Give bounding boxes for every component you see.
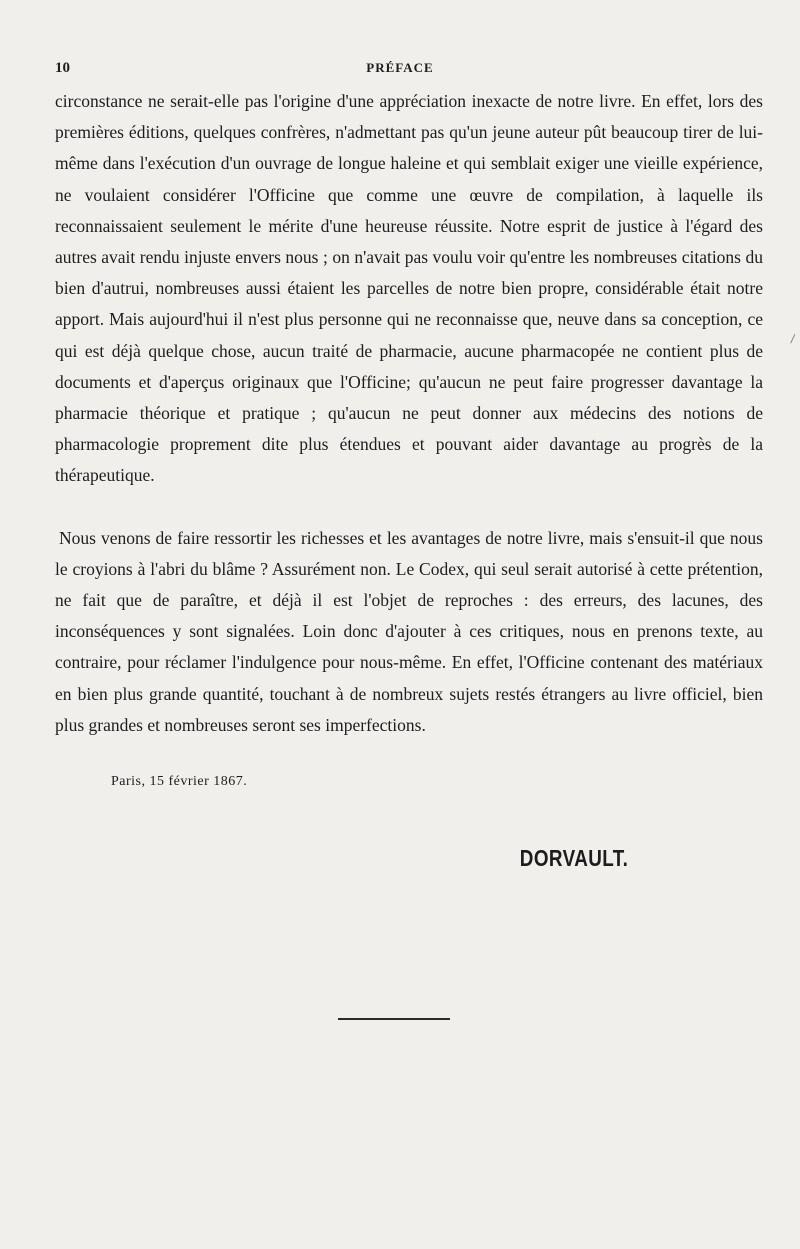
margin-mark xyxy=(790,334,800,346)
paragraph-1: circonstance ne serait-elle pas l'origine d'une appréciation inexacte de notre livre. En effet, lors des premières éditions, quelques confrères, n'admettant pas qu'un jeune auteur pût beaucoup tirer de lui-même dans l'exécution d'un ouvrage de longue haleine et qui semblait exiger une vieille expérience, ne voulaient considérer l'Officine que comme une œuvre de compilation, à laquelle ils reconnaissaient seulement le mérite d'une heureuse réussite. Notre esprit de justice à l'égard des autres avait rendu injuste envers nous ; on n'avait pas voulu voir qu'entre les nombreuses citations du bien d'autrui, nombreuses aussi étaient les parcelles de notre bien propre, considérable était notre apport. Mais aujourd'hui il n'est plus personne qui ne reconnaisse que, neuve dans sa conception, ce qui est déjà quelque chose, aucun traité de pharmacie, aucune pharmacopée ne contient plus de documents et d'aperçus originaux que l'Officine; qu'aucun ne peut faire progresser davantage la pharmacie théorique et pratique ; qu'aucun ne peut donner aux médecins des notions de pharmacologie proprement dite plus étendues et pouvant aider davantage au progrès de la thérapeutique. xyxy=(55,91,763,486)
place-date: Paris, 15 février 1867. xyxy=(111,774,248,789)
running-title: PRÉFACE xyxy=(366,60,434,75)
body-text xyxy=(55,86,763,741)
paragraph-2: Nous venons de faire ressortir les richesses et les avantages de notre livre, mais s'ensuit-il que nous le croyions à l'abri du blâme ? Assurément non. Le Codex, qui seul serait autorisé à cette prétention, ne fait que de paraître, et déjà il est l'objet de reproches : des erreurs, des lacunes, des inconséquences y sont signalées. Loin donc d'ajouter à ces critiques, nous en prenons texte, au contraire, pour réclamer l'indulgence pour nous-même. En effet, l'Officine contenant des matériaux en bien plus grande quantité, touchant à de nombreux sujets restés étrangers au livre officiel, bien plus grandes et nombreuses seront ses imperfections. xyxy=(55,527,763,735)
author-signature: DORVAULT. xyxy=(519,845,628,871)
page-number: 10 xyxy=(55,60,70,76)
closing-rule xyxy=(338,1018,450,1020)
